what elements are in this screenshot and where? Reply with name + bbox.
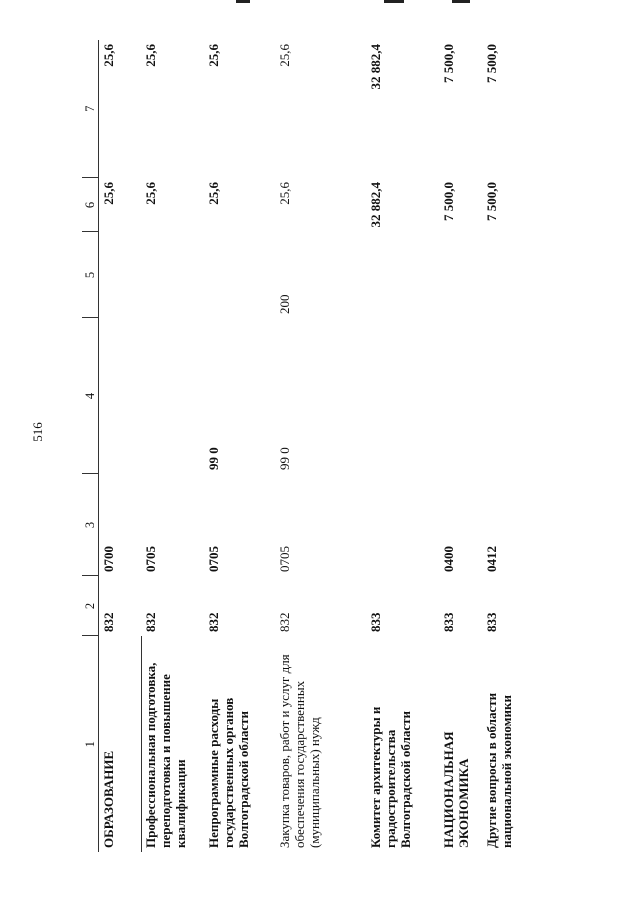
cell-c5 — [205, 232, 276, 318]
table-header-row — [82, 40, 99, 852]
cell-c6: 25,6 — [277, 182, 292, 205]
rotated-table-container — [82, 40, 532, 852]
row-name: Профессиональная подготовка, переподготовка и повышение квалификации — [143, 662, 188, 848]
table-row — [99, 40, 142, 852]
top-edge-marks — [0, 0, 640, 6]
cell-c4 — [99, 318, 142, 474]
cell-c4 — [142, 318, 206, 474]
header-col-7: 7 — [82, 40, 99, 178]
cell-c5 — [367, 232, 440, 318]
cell-c3: 0412 — [484, 546, 499, 572]
cell-c2: 832 — [277, 612, 292, 632]
cell-c3: 0400 — [441, 546, 456, 572]
cell-c5 — [142, 232, 206, 318]
cell-c6: 7 500,0 — [484, 182, 499, 221]
cell-c4: 99 0 — [206, 447, 221, 470]
cell-c4 — [440, 318, 483, 474]
header-col-2: 2 — [82, 576, 99, 636]
row-name: НАЦИОНАЛЬНАЯ ЭКОНОМИКА — [441, 731, 471, 848]
cell-c6: 32 882,4 — [368, 182, 383, 228]
cell-c4: 99 0 — [277, 447, 292, 470]
header-col-6: 6 — [82, 178, 99, 232]
page-number: 516 — [30, 422, 45, 442]
header-col-3: 3 — [82, 474, 99, 576]
cell-c4 — [367, 318, 440, 474]
cell-c6: 25,6 — [101, 182, 116, 205]
edge-mark — [236, 0, 250, 3]
row-name: ОБРАЗОВАНИЕ — [99, 636, 142, 852]
budget-table — [82, 40, 524, 852]
table-row — [367, 40, 440, 852]
row-name: Комитет архитектуры и градостроительства Волгоградской области — [368, 706, 413, 848]
cell-c6: 25,6 — [142, 182, 158, 205]
cell-c6: 7 500,0 — [441, 182, 456, 221]
cell-c2: 833 — [484, 612, 499, 632]
cell-c3: 0705 — [142, 546, 158, 572]
cell-c5 — [483, 232, 524, 318]
cell-c7: 7 500,0 — [441, 44, 456, 83]
cell-c2: 833 — [441, 612, 456, 632]
cell-c7: 32 882,4 — [368, 44, 383, 90]
table-row — [276, 40, 367, 852]
cell-c7: 25,6 — [142, 44, 158, 67]
cell-c7: 25,6 — [101, 44, 116, 67]
cell-c2: 832 — [142, 612, 158, 632]
table-row — [142, 40, 206, 852]
table-row — [440, 40, 483, 852]
row-name: Непрограммные расходы государственных органов Волгоградской области — [206, 697, 251, 848]
cell-c4 — [483, 318, 524, 474]
cell-c7: 25,6 — [206, 44, 221, 67]
table-row — [483, 40, 524, 852]
cell-c5 — [99, 232, 142, 318]
cell-c3: 0705 — [277, 546, 292, 572]
row-name: Закупка товаров, работ и услуг для обеспечения государственных (муниципальных) нужд — [277, 654, 322, 848]
table-row — [205, 40, 276, 852]
cell-c2: 832 — [206, 612, 221, 632]
cell-c6: 25,6 — [206, 182, 221, 205]
cell-c7: 7 500,0 — [484, 44, 499, 83]
cell-c3 — [367, 474, 440, 576]
cell-c3: 0700 — [101, 546, 116, 572]
edge-mark — [384, 0, 404, 3]
cell-c2: 833 — [368, 612, 383, 632]
cell-c5 — [440, 232, 483, 318]
cell-c2: 832 — [101, 612, 116, 632]
header-col-5: 5 — [82, 232, 99, 318]
cell-c5: 200 — [277, 294, 292, 314]
edge-mark — [452, 0, 470, 3]
header-col-1: 1 — [82, 636, 99, 852]
cell-c7: 25,6 — [277, 44, 292, 67]
cell-c3: 0705 — [206, 546, 221, 572]
header-col-4: 4 — [82, 318, 99, 474]
row-name: Другие вопросы в области национальной экономики — [484, 692, 514, 848]
